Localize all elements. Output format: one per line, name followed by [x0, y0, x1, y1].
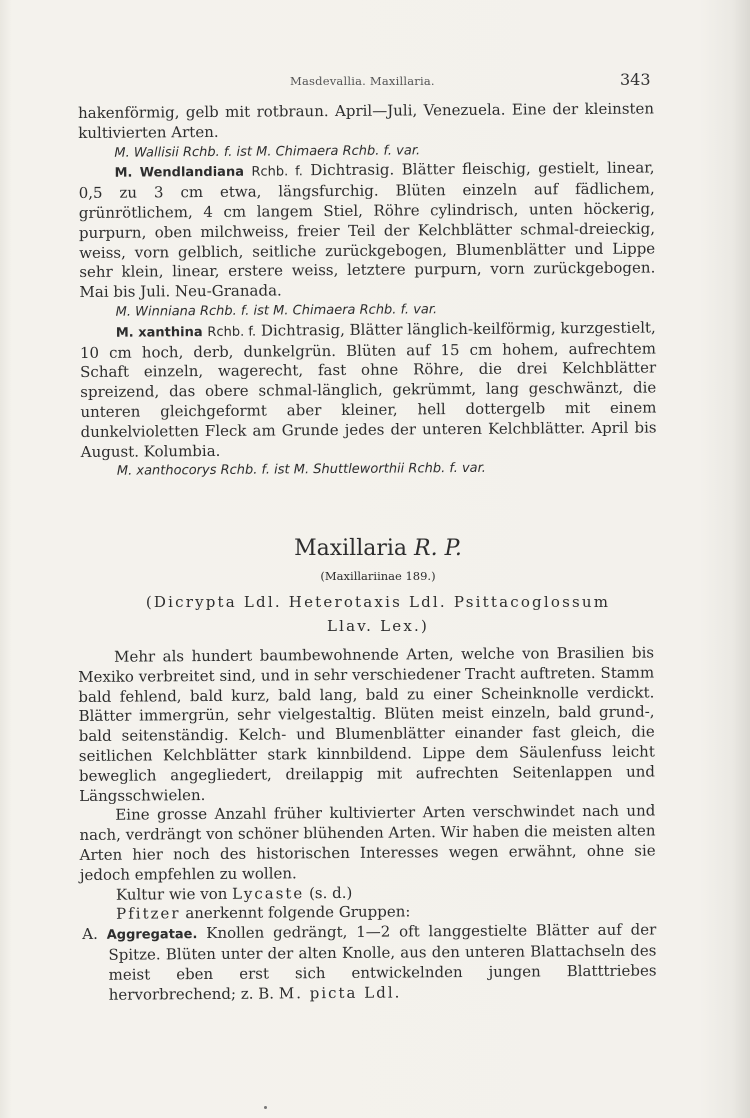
species-description: Dichtrasig, Blätter länglich-keilförmig, kurzgestielt, 10 cm hoch, derb, dunkelgrün. Blüten auf 15 cm hohem, aufrechtem Schaft einzeln, wagerecht, fast ohne Röhre, die drei Kelchblätter spreizend, das obere schmal-länglich, gekrümmt, lang geschwänzt, die unteren gleichgeformt aber kleiner, hell dottergelb mit einem dunkelvioletten Fleck am Grunde jedes der unteren Kelchblätter. April bis August. Kolumbia. — [79, 318, 657, 461]
top-section — [78, 99, 657, 482]
synonyms-line-1: (Dicrypta Ldl. Heterotaxis Ldl. Psittacoglossum — [145, 593, 611, 611]
group-description: Knollen gedrängt, 1—2 oft langgestielte Blätter auf der Spitze. Blüten unter der alten Knolle, aus den unteren Blattachseln des meist eben erst sich entwickelnden jungen Blatttriebes hervorbrechend; z. B. — [108, 920, 657, 1004]
genus-paragraph-1: Mehr als hundert baumbewohnende Arten, welche von Brasilien bis Mexiko verbreitet sind, und in sehr verschiedener Tracht auftreten. Stamm bald fehlend, bald kurz, bald lang, bald zu einer Scheinknolle verdickt. Blätter immergrün, sehr vielgestaltig. Blüten meist einzeln, bald grund-, bald seitenständig. Kelch- und Blumenblätter einander fast gleich, die seitlichen Kelchblätter stark kinnbildend. Lippe dem Säulenfuss leicht beweglich angegliedert, dreilappig mit aufrechten Seitenlappen und Längsschwielen. — [78, 643, 656, 805]
genus-author: R. P. — [414, 536, 462, 561]
species-author: Rchb. f. — [251, 164, 303, 181]
group-letter: A. — [82, 925, 98, 944]
species-description: Dichtrasig. Blätter fleischig, gestielt, linear, 0,5 zu 3 cm etwa, längsfurchig. Blüten einzeln auf fädlichem, grünrötlichem, 4 cm langem Stiel, Röhre cylindrisch, unten höckerig, purpurn, oben milchweiss, freier Teil der Kelchblätter schmal-dreieckig, weiss, vorn gelblich, seitliche zurückgebogen, Blumenblätter und Lippe sehr klein, linear, erstere weiss, letztere purpurn, vorn zurückgebogen. Mai bis Juli. Neu-Granada. — [78, 158, 656, 302]
page-edge-shadow — [732, 0, 750, 1118]
running-head: Masdevallia. Maxillaria. — [290, 74, 435, 88]
genus-name: Maxillaria — [294, 536, 408, 561]
kultur-reference: Lycaste — [232, 883, 305, 903]
group-example: M. picta Ldl. — [278, 983, 402, 1002]
synonyms-line-2: Llav. Lex.) — [326, 617, 430, 635]
page-number: 343 — [620, 70, 651, 89]
continuation-paragraph: hakenförmig, gelb mit rotbraun. April—Juli, Venezuela. Eine der kleinsten kultivierten Arten. — [78, 99, 655, 142]
genus-synonyms — [78, 590, 678, 638]
species-name: M. Wendlandiana — [114, 165, 245, 182]
pfitzer-name: Pfitzer — [116, 904, 181, 924]
genus-title — [78, 534, 678, 564]
tribe-note: (Maxillariinae 189.) — [320, 569, 436, 583]
synonym-reference-wallisii: M. Wallisii Rchb. f. ist M. Chimaera Rchb. f. var. — [114, 142, 421, 161]
group-a-entry — [80, 921, 657, 1006]
group-name: Aggregatae. — [106, 927, 198, 943]
species-entry-xanthina — [80, 318, 657, 462]
kultur-suffix: (s. d.) — [308, 883, 353, 902]
genus-description — [78, 643, 657, 1005]
synonym-reference-xanthocorys: M. xanthocorys Rchb. f. ist M. Shuttleworthii Rchb. f. var. — [116, 461, 486, 480]
species-name: M. xanthina — [115, 324, 203, 341]
kultur-prefix: Kultur wie von — [115, 884, 228, 904]
print-speck — [264, 1106, 267, 1109]
species-author: Rchb. f. — [207, 324, 257, 340]
genus-paragraph-2: Eine grosse Anzahl früher kultivierter Arten verschwindet nach und nach, verdrängt von schöner blühenden Arten. Wir haben die meisten alten Arten hier noch des historischen Interesses wegen erwähnt, ohne sie jedoch empfehlen zu wollen. — [79, 801, 656, 884]
synonym-reference-winniana: M. Winniana Rchb. f. ist M. Chimaera Rchb. f. var. — [115, 302, 438, 320]
genus-heading — [78, 534, 678, 638]
species-entry-wendlandiana — [78, 159, 655, 303]
pfitzer-text: anerkennt folgende Gruppen: — [185, 902, 411, 923]
